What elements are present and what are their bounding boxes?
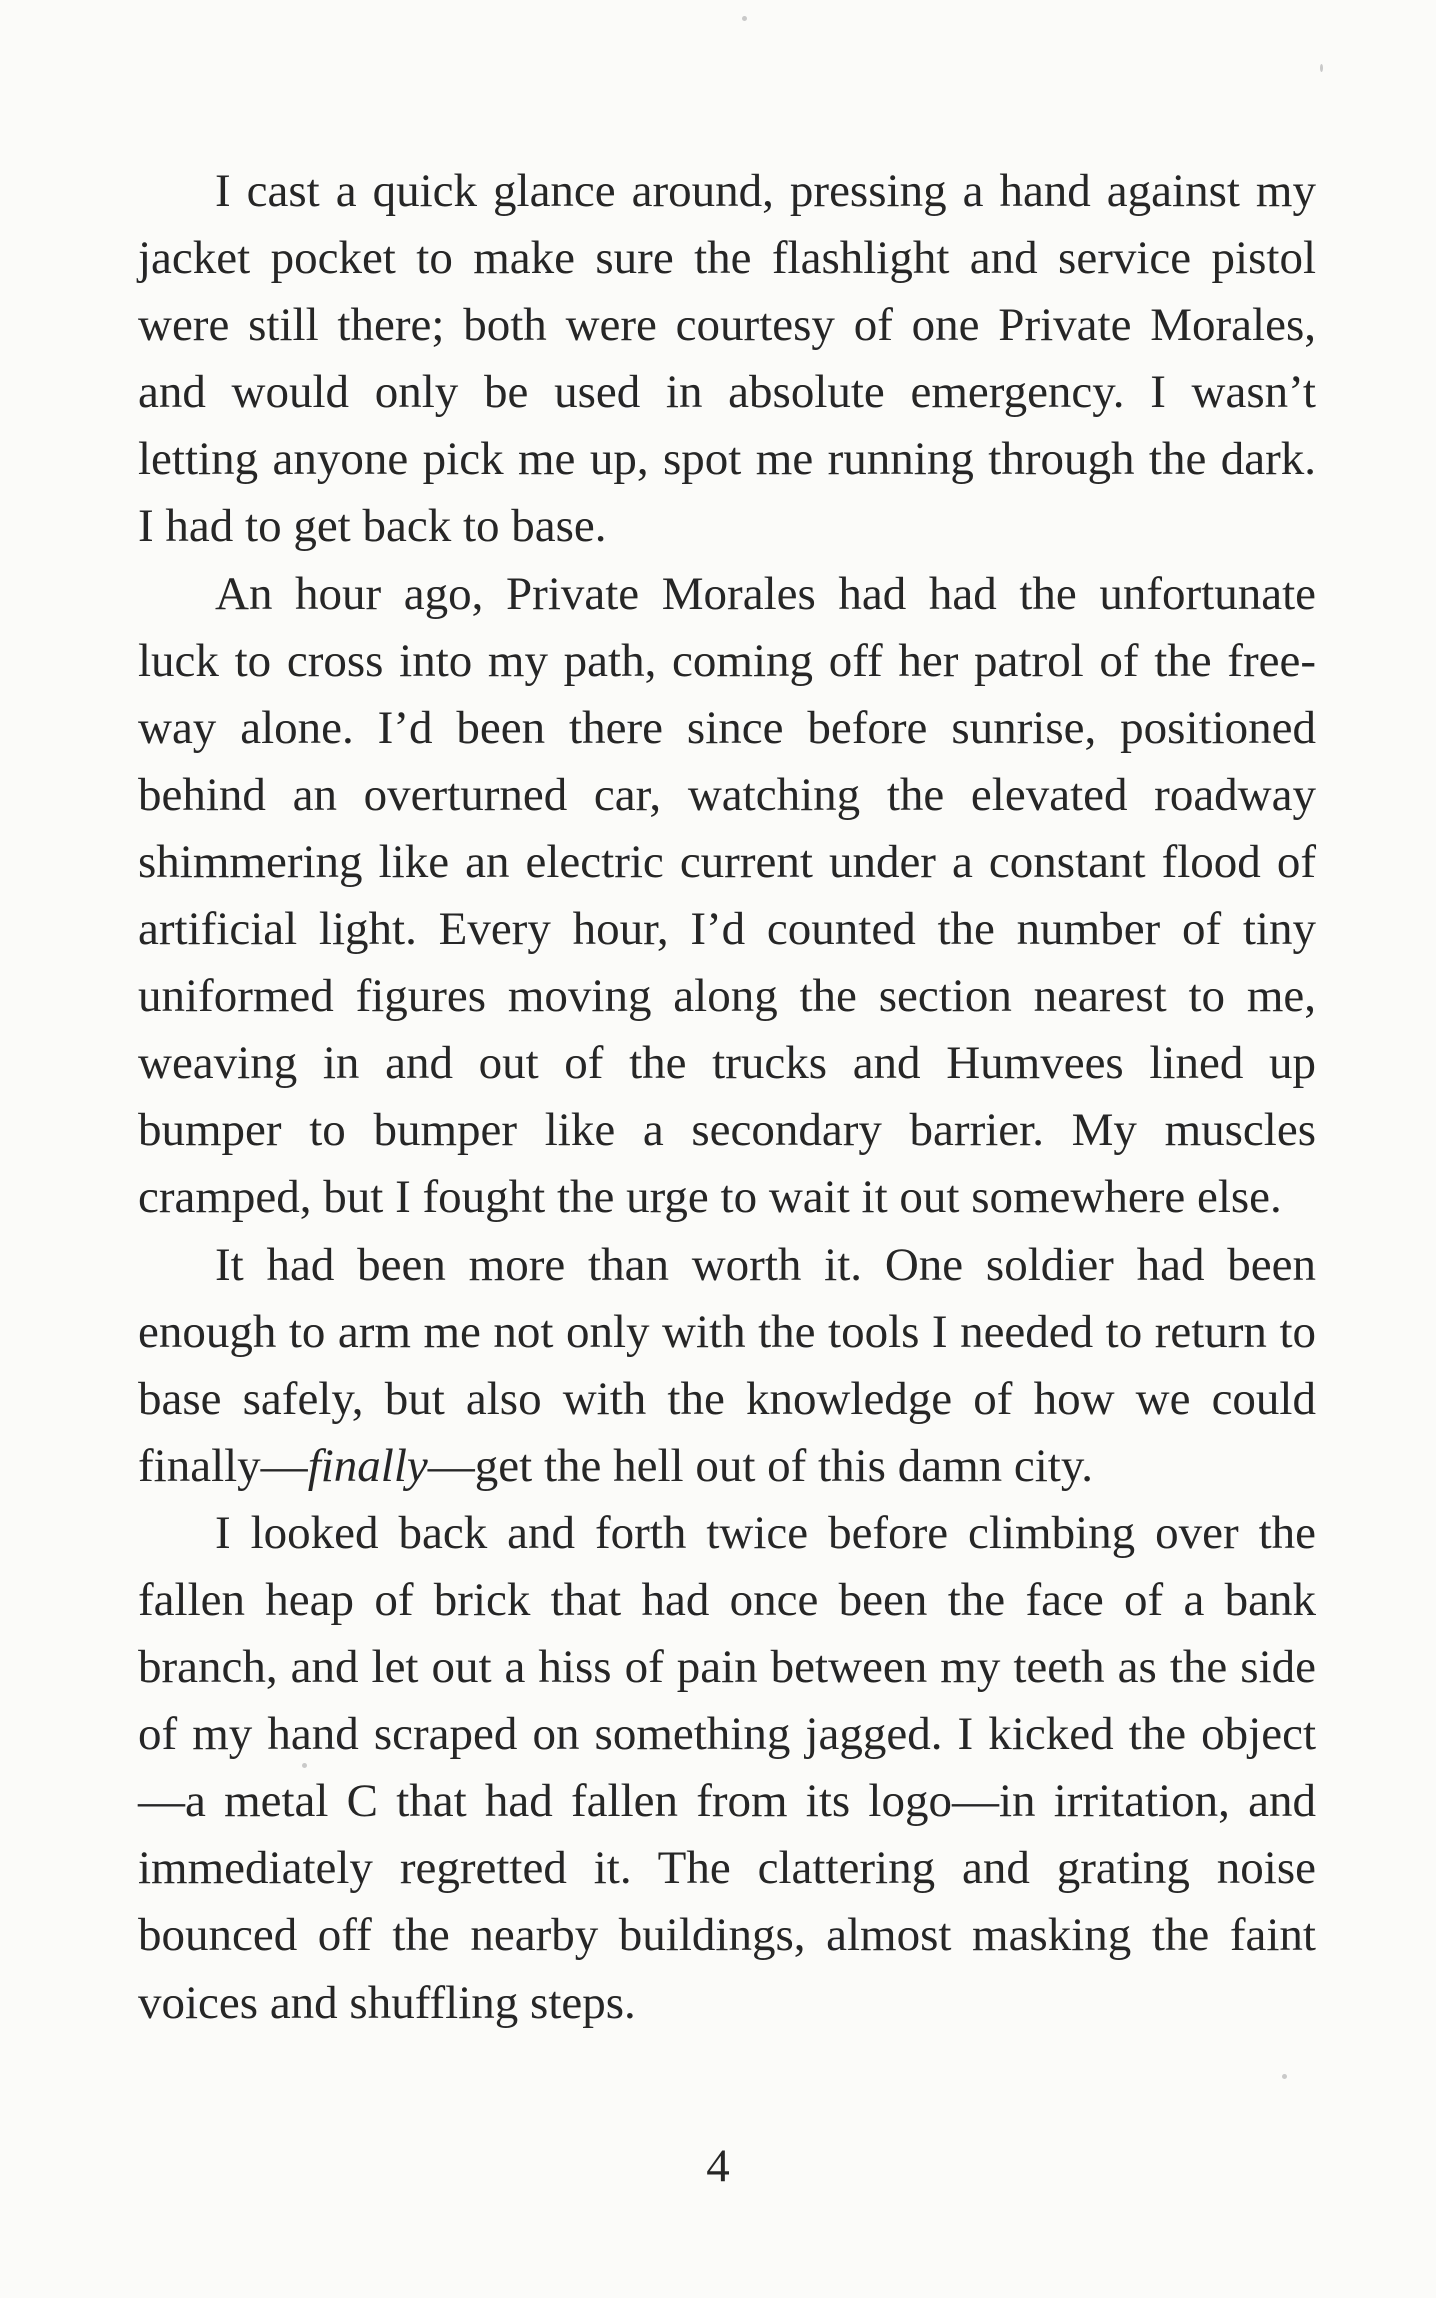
paragraph-4: I looked back and forth twice before climbing over the fallen heap of brick that had once been the face of a bank branch, and let out a hiss of pain between my teeth as the side of my hand scraped on something jagged. I kicked the object—a metal C that had fallen from its logo—in irritation, and immediately regretted it. The clattering and grating noise bounced off the nearby buildings, almost masking the faint voices and shuffling steps. [138, 1506, 1316, 2029]
paper-speck [1320, 64, 1323, 72]
paper-speck [1282, 2074, 1287, 2079]
paragraph-3 [138, 1232, 1316, 1500]
paragraph-3-emphasis: finally [307, 1439, 428, 1492]
paper-speck [302, 1763, 307, 1768]
paragraph-3-tail: —get the hell out of this damn city. [427, 1439, 1094, 1492]
body-text [138, 158, 1316, 2037]
paragraph-1: I cast a quick glance around, pressing a hand against my jacket pocket to make sure the flashlight and service pistol were still there; both were courtesy of one Private Morales, and would only be used in absolute emergency. I wasn’t letting anyone pick me up, spot me running through the dark. I had to get back to base. [138, 165, 1316, 553]
paragraph-2: An hour ago, Private Morales had had the unfortunate luck to cross into my path, coming off her patrol of the freeway alone. I’d been there since before sunrise, positioned behind an overturned car, watching the elevated roadway shimmering like an electric current under a constant flood of artificial light. Every hour, I’d counted the number of tiny uniformed figures moving along the section nearest to me, weaving in and out of the trucks and Humvees lined up bumper to bumper like a secondary barrier. My muscles cramped, but I fought the urge to wait it out somewhere else. [138, 567, 1316, 1224]
page-number: 4 [706, 2140, 730, 2192]
paper-speck [742, 16, 747, 21]
paragraph-3-lead: It had been more than worth it. One soldier had been enough to arm me not only with the tools I needed to return to base safely, but also with the knowledge of how we could finally— [138, 1238, 1316, 1492]
